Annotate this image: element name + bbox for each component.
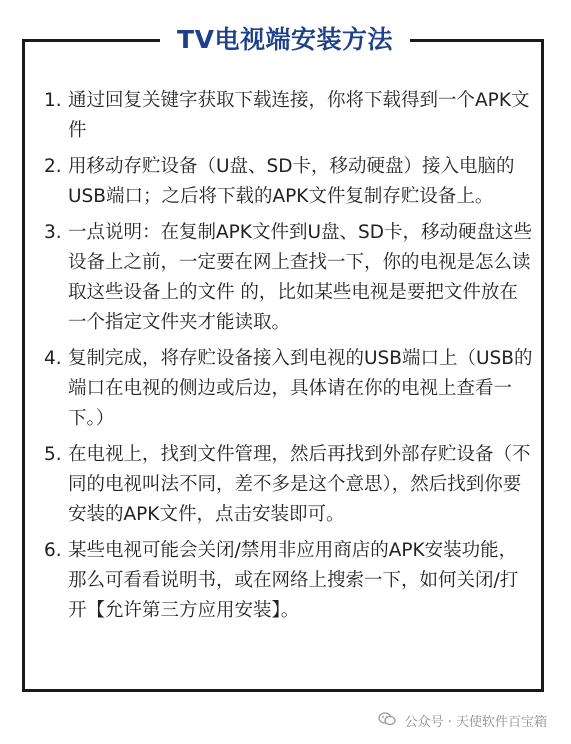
step-number: 1.: [44, 90, 62, 111]
list-item: [44, 86, 534, 146]
list-item: [44, 344, 534, 434]
step-number: 3.: [44, 222, 62, 243]
watermark: [378, 712, 547, 733]
step-number: 4.: [44, 348, 62, 369]
wechat-icon: [378, 712, 396, 733]
list-item: [44, 536, 534, 626]
step-text: 复制完成，将存贮设备接入到电视的USB端口上（USB的端口在电视的侧边或后边，具体请在你的电视上查看一下。）: [68, 348, 533, 429]
step-text: 一点说明：在复制APK文件到U盘、SD卡，移动硬盘这些设备上之前，一定要在网上查找一下，你的电视是怎么读取这些设备上的文件 的，比如某些电视是要把文件放在一个指定文件夹才能读取。: [68, 222, 532, 333]
watermark-text: 公众号 · 天使软件百宝箱: [404, 715, 547, 730]
step-number: 6.: [44, 540, 62, 561]
step-text: 用移动存贮设备（U盘、SD卡，移动硬盘）接入电脑的USB端口；之后将下载的APK文件复制存贮设备上。: [68, 156, 515, 207]
page-title: TV电视端安装方法: [160, 22, 410, 58]
list-item: [44, 218, 534, 338]
steps-list: [44, 86, 534, 632]
step-text: 某些电视可能会关闭/禁用非应用商店的APK安装功能，那么可看看说明书，或在网络上搜索一下，如何关闭/打开【允许第三方应用安装】。: [68, 540, 519, 621]
step-number: 5.: [44, 444, 62, 465]
step-number: 2.: [44, 156, 62, 177]
step-text: 在电视上，找到文件管理，然后再找到外部存贮设备（不同的电视叫法不同，差不多是这个意思），然后找到你要安装的APK文件，点击安装即可。: [68, 444, 531, 525]
list-item: [44, 152, 534, 212]
list-item: [44, 440, 534, 530]
step-text: 通过回复关键字获取下载连接，你将下载得到一个APK文件: [68, 90, 530, 141]
